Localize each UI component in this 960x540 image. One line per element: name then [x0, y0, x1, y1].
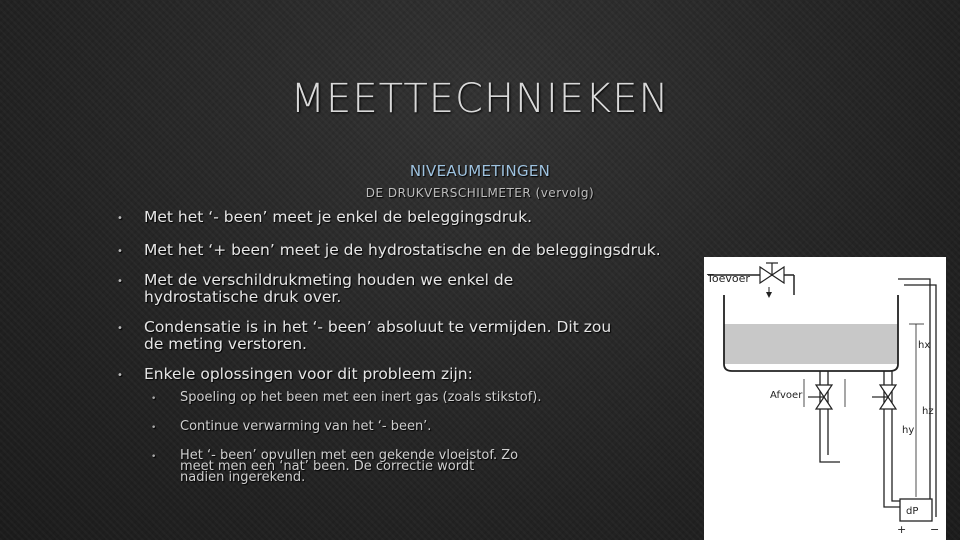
bullet-text: Met de verschildrukmeting houden we enkel de hydrostatische druk over.: [144, 271, 514, 306]
bullet-item: [112, 242, 702, 259]
bullet-item: [112, 366, 702, 383]
sub-bullet-text: Continue verwarming van het ‘- been’.: [180, 419, 432, 434]
bullet-item: [112, 209, 702, 226]
level-measurement-diagram: [704, 257, 946, 540]
bullet-dot-icon: •: [117, 213, 123, 224]
sub-bullet-item: [148, 392, 568, 403]
bullet-text: Met het ‘+ been’ meet je de hydrostatische en de beleggingsdruk.: [144, 241, 661, 259]
plus-label: +: [897, 523, 907, 536]
hy-label: hy: [902, 425, 915, 436]
bullet-dot-icon: •: [151, 423, 157, 433]
inlet-label: Toevoer: [707, 272, 750, 285]
minus-leg-outer: [898, 279, 930, 512]
bullet-dot-icon: •: [117, 323, 123, 334]
section-subsubtitle: DE DRUKVERSCHILMETER (vervolg): [365, 186, 595, 200]
outlet-label: Afvoer: [770, 390, 803, 401]
sub-bullet-item: [148, 421, 568, 432]
dp-label: dP: [906, 506, 919, 517]
inlet-valve-icon: [760, 263, 784, 283]
bullet-text: Met het ‘- been’ meet je enkel de beleggingsdruk.: [144, 208, 532, 226]
bullet-dot-icon: •: [117, 246, 123, 257]
hz-label: hz: [922, 406, 934, 417]
bullet-item: [112, 319, 614, 353]
liquid-fill: [724, 324, 898, 364]
minus-leg-inner: [904, 285, 936, 517]
bullet-list: [112, 209, 702, 383]
bullet-dot-icon: •: [117, 370, 123, 381]
bullet-text: Enkele oplossingen voor dit probleem zijn:: [144, 365, 473, 383]
sub-bullet-text: Spoeling op het been met een inert gas (zoals stikstof).: [180, 390, 542, 405]
slide-title: MEETTECHNIEKEN: [290, 76, 670, 122]
bullet-dot-icon: •: [117, 276, 123, 287]
hx-label: hx: [918, 340, 931, 351]
bullet-item: [112, 272, 564, 306]
bullet-dot-icon: •: [151, 394, 157, 404]
minus-label: −: [930, 523, 940, 536]
sub-bullet-text: Het ‘- been’ opvullen met een gekende vloeistof. Zo meet men een ‘nat’ been. De correctie wordt nadien ingerekend.: [180, 448, 519, 485]
bullet-text: Condensatie is in het ‘- been’ absoluut te vermijden. Dit zou de meting verstoren.: [144, 318, 612, 353]
bullet-dot-icon: •: [151, 452, 157, 462]
section-subtitle: NIVEAUMETINGEN: [409, 162, 551, 180]
sub-bullet-list: [148, 392, 568, 483]
sub-bullet-item: [148, 450, 520, 483]
